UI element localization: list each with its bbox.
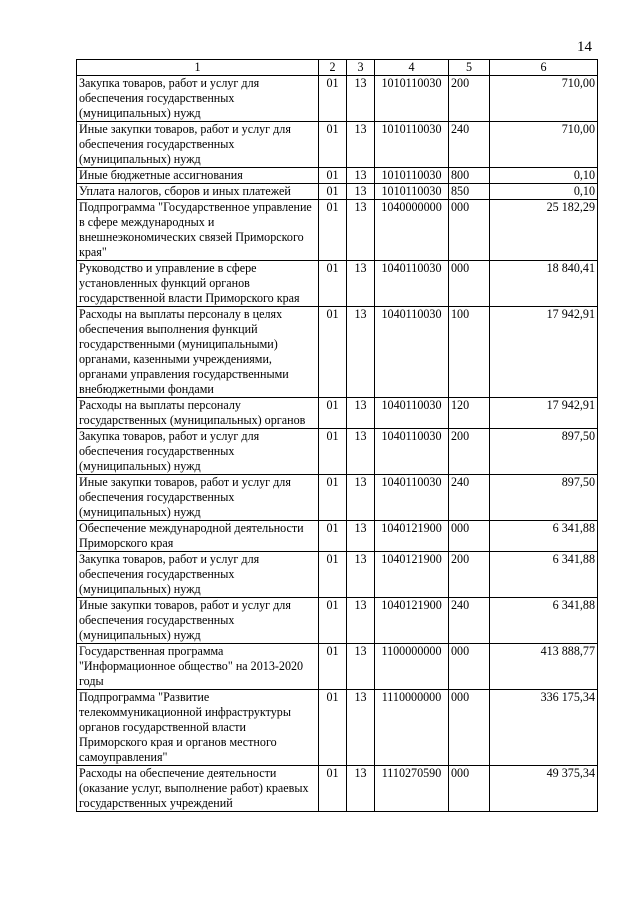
row-expense-type-cell: 850 xyxy=(449,184,490,200)
row-subsection-cell: 13 xyxy=(347,644,375,690)
row-name-cell: Закупка товаров, работ и услуг для обеспечения государственных (муниципальных) нужд xyxy=(77,429,319,475)
row-name-cell: Подпрограмма "Государственное управление в сфере международных и внешнеэкономических связей Приморского края" xyxy=(77,200,319,261)
row-subsection-cell: 13 xyxy=(347,690,375,766)
row-subsection-cell: 13 xyxy=(347,122,375,168)
row-name-cell: Закупка товаров, работ и услуг для обеспечения государственных (муниципальных) нужд xyxy=(77,552,319,598)
row-expense-type-cell: 240 xyxy=(449,598,490,644)
row-amount-cell: 0,10 xyxy=(490,184,598,200)
row-amount-cell: 710,00 xyxy=(490,76,598,122)
row-target-article-cell: 1040110030 xyxy=(375,475,449,521)
row-section-cell: 01 xyxy=(319,644,347,690)
row-expense-type-cell: 240 xyxy=(449,475,490,521)
header-col-1: 1 xyxy=(77,60,319,76)
row-section-cell: 01 xyxy=(319,598,347,644)
row-expense-type-cell: 000 xyxy=(449,200,490,261)
row-target-article-cell: 1040121900 xyxy=(375,552,449,598)
row-target-article-cell: 1110000000 xyxy=(375,690,449,766)
row-name-cell: Уплата налогов, сборов и иных платежей xyxy=(77,184,319,200)
row-amount-cell: 336 175,34 xyxy=(490,690,598,766)
row-expense-type-cell: 000 xyxy=(449,644,490,690)
row-name-cell: Закупка товаров, работ и услуг для обеспечения государственных (муниципальных) нужд xyxy=(77,76,319,122)
row-subsection-cell: 13 xyxy=(347,475,375,521)
row-target-article-cell: 1100000000 xyxy=(375,644,449,690)
row-amount-cell: 6 341,88 xyxy=(490,552,598,598)
table-row xyxy=(77,690,598,766)
row-section-cell: 01 xyxy=(319,690,347,766)
row-name-cell: Руководство и управление в сфере установленных функций органов государственной власти Приморского края xyxy=(77,261,319,307)
row-name-cell: Расходы на обеспечение деятельности (оказание услуг, выполнение работ) краевых государственных учреждений xyxy=(77,766,319,812)
table-row xyxy=(77,398,598,429)
header-col-2: 2 xyxy=(319,60,347,76)
row-target-article-cell: 1040110030 xyxy=(375,429,449,475)
row-target-article-cell: 1010110030 xyxy=(375,168,449,184)
row-section-cell: 01 xyxy=(319,766,347,812)
row-amount-cell: 710,00 xyxy=(490,122,598,168)
row-section-cell: 01 xyxy=(319,475,347,521)
row-target-article-cell: 1040000000 xyxy=(375,200,449,261)
row-target-article-cell: 1040121900 xyxy=(375,521,449,552)
row-section-cell: 01 xyxy=(319,122,347,168)
row-subsection-cell: 13 xyxy=(347,552,375,598)
row-amount-cell: 17 942,91 xyxy=(490,307,598,398)
row-name-cell: Расходы на выплаты персоналу государственных (муниципальных) органов xyxy=(77,398,319,429)
header-col-3: 3 xyxy=(347,60,375,76)
row-amount-cell: 413 888,77 xyxy=(490,644,598,690)
row-expense-type-cell: 200 xyxy=(449,552,490,598)
row-expense-type-cell: 000 xyxy=(449,261,490,307)
row-section-cell: 01 xyxy=(319,261,347,307)
table-row xyxy=(77,76,598,122)
row-subsection-cell: 13 xyxy=(347,398,375,429)
row-target-article-cell: 1040121900 xyxy=(375,598,449,644)
row-subsection-cell: 13 xyxy=(347,521,375,552)
row-amount-cell: 17 942,91 xyxy=(490,398,598,429)
row-name-cell: Государственная программа "Информационное общество" на 2013-2020 годы xyxy=(77,644,319,690)
row-expense-type-cell: 000 xyxy=(449,690,490,766)
row-amount-cell: 49 375,34 xyxy=(490,766,598,812)
row-target-article-cell: 1040110030 xyxy=(375,261,449,307)
row-expense-type-cell: 100 xyxy=(449,307,490,398)
table-row xyxy=(77,475,598,521)
row-section-cell: 01 xyxy=(319,200,347,261)
row-section-cell: 01 xyxy=(319,184,347,200)
table-row xyxy=(77,200,598,261)
row-section-cell: 01 xyxy=(319,168,347,184)
row-expense-type-cell: 800 xyxy=(449,168,490,184)
row-expense-type-cell: 120 xyxy=(449,398,490,429)
row-target-article-cell: 1110270590 xyxy=(375,766,449,812)
header-col-6: 6 xyxy=(490,60,598,76)
row-expense-type-cell: 000 xyxy=(449,766,490,812)
row-subsection-cell: 13 xyxy=(347,307,375,398)
row-subsection-cell: 13 xyxy=(347,598,375,644)
row-subsection-cell: 13 xyxy=(347,168,375,184)
row-section-cell: 01 xyxy=(319,398,347,429)
row-expense-type-cell: 200 xyxy=(449,76,490,122)
table-row xyxy=(77,521,598,552)
row-target-article-cell: 1010110030 xyxy=(375,122,449,168)
table-row xyxy=(77,552,598,598)
table-row xyxy=(77,598,598,644)
table-row xyxy=(77,261,598,307)
row-amount-cell: 0,10 xyxy=(490,168,598,184)
row-name-cell: Подпрограмма "Развитие телекоммуникационной инфраструктуры органов государственной власти Приморского края и органов местного самоуправления" xyxy=(77,690,319,766)
row-name-cell: Иные бюджетные ассигнования xyxy=(77,168,319,184)
row-name-cell: Иные закупки товаров, работ и услуг для обеспечения государственных (муниципальных) нужд xyxy=(77,475,319,521)
table-row xyxy=(77,766,598,812)
row-name-cell: Расходы на выплаты персоналу в целях обеспечения выполнения функций государственными (муниципальными) органами, казенными учреждениями, органами управления государственными внебюджетными фондами xyxy=(77,307,319,398)
row-section-cell: 01 xyxy=(319,429,347,475)
row-section-cell: 01 xyxy=(319,552,347,598)
row-name-cell: Обеспечение международной деятельности Приморского края xyxy=(77,521,319,552)
table-row xyxy=(77,307,598,398)
table-row xyxy=(77,122,598,168)
row-subsection-cell: 13 xyxy=(347,766,375,812)
row-section-cell: 01 xyxy=(319,521,347,552)
row-section-cell: 01 xyxy=(319,76,347,122)
row-target-article-cell: 1010110030 xyxy=(375,184,449,200)
page-number: 14 xyxy=(577,39,592,55)
budget-table xyxy=(76,59,598,812)
row-subsection-cell: 13 xyxy=(347,261,375,307)
row-subsection-cell: 13 xyxy=(347,76,375,122)
row-amount-cell: 6 341,88 xyxy=(490,521,598,552)
row-target-article-cell: 1040110030 xyxy=(375,307,449,398)
row-section-cell: 01 xyxy=(319,307,347,398)
row-expense-type-cell: 240 xyxy=(449,122,490,168)
row-target-article-cell: 1040110030 xyxy=(375,398,449,429)
header-col-5: 5 xyxy=(449,60,490,76)
table-header-row xyxy=(77,60,598,76)
row-amount-cell: 897,50 xyxy=(490,429,598,475)
row-amount-cell: 18 840,41 xyxy=(490,261,598,307)
row-subsection-cell: 13 xyxy=(347,184,375,200)
table-row xyxy=(77,184,598,200)
row-name-cell: Иные закупки товаров, работ и услуг для обеспечения государственных (муниципальных) нужд xyxy=(77,598,319,644)
header-col-4: 4 xyxy=(375,60,449,76)
row-amount-cell: 897,50 xyxy=(490,475,598,521)
row-amount-cell: 25 182,29 xyxy=(490,200,598,261)
row-expense-type-cell: 000 xyxy=(449,521,490,552)
row-amount-cell: 6 341,88 xyxy=(490,598,598,644)
row-expense-type-cell: 200 xyxy=(449,429,490,475)
row-subsection-cell: 13 xyxy=(347,200,375,261)
row-target-article-cell: 1010110030 xyxy=(375,76,449,122)
row-subsection-cell: 13 xyxy=(347,429,375,475)
table-row xyxy=(77,644,598,690)
row-name-cell: Иные закупки товаров, работ и услуг для обеспечения государственных (муниципальных) нужд xyxy=(77,122,319,168)
table-row xyxy=(77,168,598,184)
table-row xyxy=(77,429,598,475)
table-body xyxy=(77,76,598,812)
